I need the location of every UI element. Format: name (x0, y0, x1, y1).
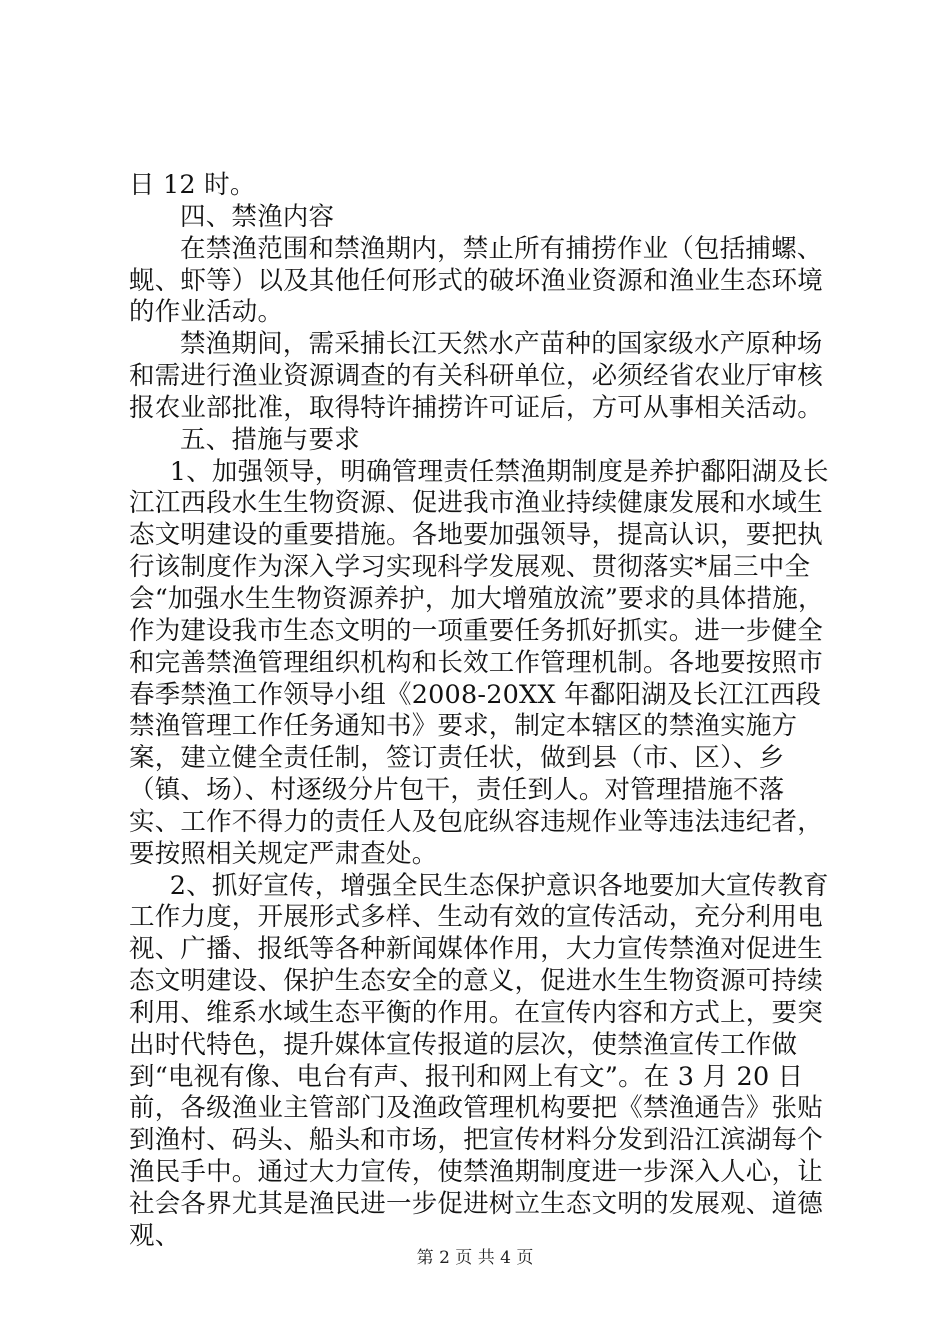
paragraph-measure-publicity: 2、抓好宣传，增强全民生态保护意识各地要加大宣传教育工作力度，开展形式多样、生动有效的宣传活动，充分利用电视、广播、报纸等各种新闻媒体作用，大力宣传禁渔对促进生态文明建设、保护生态安全的意义，促进水生生物资源可持续利用、维系水域生态平衡的作用。在宣传内容和方式上，要突出时代特色，提升媒体宣传报道的层次，使禁渔宣传工作做到“电视有像、电台有声、报刊和网上有文”。在 3 月 20 日前，各级渔业主管部门及渔政管理机构要把《禁渔通告》张贴到渔村、码头、船头和市场，把宣传材料分发到沿江滨湖每个渔民手中。通过大力宣传，使禁渔期制度进一步深入人心，让社会各界尤其是渔民进一步促进树立生态文明的发展观、道德观、 (129, 870, 829, 1251)
section-heading-measures: 五、措施与要求 (180, 424, 360, 455)
document-body (129, 170, 829, 1253)
paragraph-measure-leadership: 1、加强领导，明确管理责任禁渔期制度是养护鄱阳湖及长江江西段水生生物资源、促进我市渔业持续健康发展和水域生态文明建设的重要措施。各地要加强领导，提高认识，要把执行该制度作为深入学习实现科学发展观、贯彻落实*届三中全会“加强水生生物资源养护，加大增殖放流”要求的具体措施，作为建设我市生态文明的一项重要任务抓好抓实。进一步健全和完善禁渔管理组织机构和长效工作管理机制。各地要按照市春季禁渔工作领导小组《2008-20XX 年鄱阳湖及长江江西段禁渔管理工作任务通知书》要求，制定本辖区的禁渔实施方案，建立健全责任制，签订责任状，做到县（市、区）、乡（镇、场）、村逐级分片包干，责任到人。对管理措施不落实、工作不得力的责任人及包庇纵容违规作业等违法违纪者，要按照相关规定严肃查处。 (129, 456, 829, 869)
paragraph-exemption: 禁渔期间，需采捕长江天然水产苗种的国家级水产原种场和需进行渔业资源调查的有关科研单位，必须经省农业厅审核报农业部批准，取得特许捕捞许可证后，方可从事相关活动。 (129, 329, 823, 423)
paragraph-content: 在禁渔范围和禁渔期内，禁止所有捕捞作业（包括捕螺、蚬、虾等）以及其他任何形式的破坏渔业资源和渔业生态环境的作业活动。 (129, 233, 823, 328)
page-footer: 第 2 页 共 4 页 (416, 1248, 534, 1268)
section-heading-content: 四、禁渔内容 (180, 201, 335, 232)
paragraph-date-continuation: 日 12 时。 (129, 170, 256, 200)
